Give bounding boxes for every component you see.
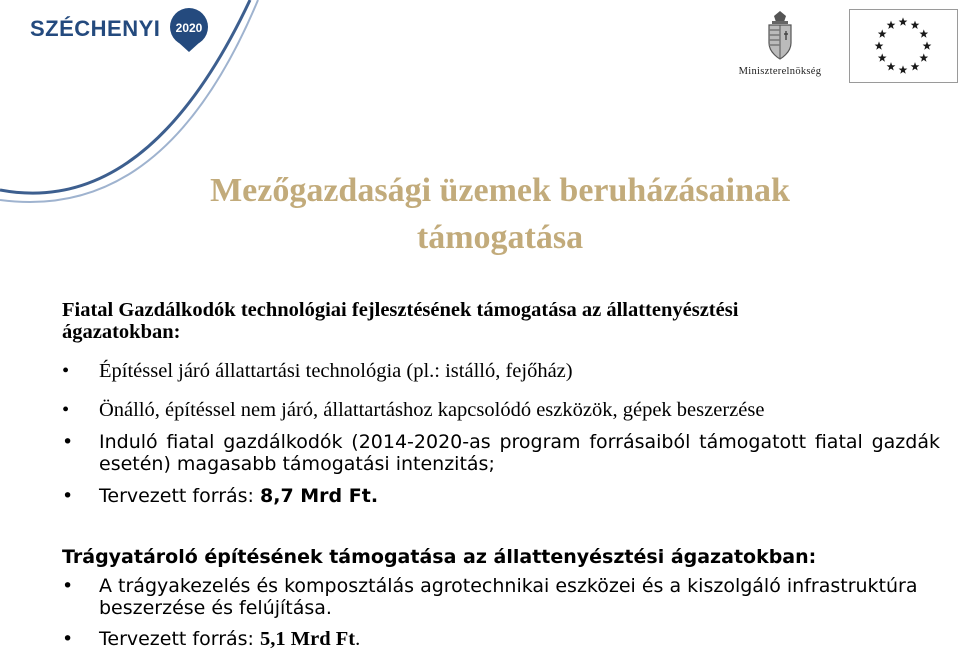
page-title-line2: támogatása <box>416 219 584 256</box>
eu-flag-icon <box>850 10 957 82</box>
section1-heading-line2: ágazatokban: <box>62 321 181 343</box>
section1-heading-line1: Fiatal Gazdálkodók technológiai fejlesztésének támogatása az állattenyésztési <box>62 299 739 321</box>
planned-funding-label: Tervezett forrás: <box>99 485 260 507</box>
eu-star-icon <box>878 53 887 61</box>
eu-flag <box>849 9 958 83</box>
bullet-text: A trágyakezelés és komposztálás agrotechnikai eszközei és a kiszolgáló infrastruktúra beszerzése és felújítása. <box>99 575 918 619</box>
list-item <box>62 360 942 382</box>
end-period: . <box>355 628 361 650</box>
ministry-label: Miniszterelnökség <box>738 66 822 77</box>
bullet-icon: • <box>62 360 70 382</box>
bullet-text <box>99 485 942 507</box>
eu-star-icon <box>875 41 884 49</box>
section1-heading <box>62 299 922 343</box>
section2-heading: Trágyatároló építésének támogatása az állattenyésztési ágazatokban: <box>62 546 817 568</box>
list-item <box>62 485 942 507</box>
page-title-line1: Mezőgazdasági üzemek beruházásainak <box>210 172 790 209</box>
list-item <box>62 628 942 650</box>
planned-funding-amount: 8,7 Mrd Ft. <box>260 485 379 507</box>
eu-star-icon <box>911 21 920 29</box>
planned-funding-label: Tervezett forrás: <box>99 628 260 650</box>
bullet-text: Építéssel járó állattartási technológia (pl.: istálló, fejőház) <box>99 360 573 382</box>
list-item <box>62 399 942 421</box>
bullet-icon: • <box>62 628 74 650</box>
page-title <box>0 167 960 261</box>
szechenyi-2020-logo-icon <box>166 6 212 52</box>
hungarian-coat-of-arms-icon <box>763 10 797 62</box>
szechenyi-logo-text: SZÉCHENYI <box>30 16 161 41</box>
eu-star-icon <box>899 65 908 73</box>
eu-star-icon <box>919 53 928 61</box>
szechenyi-2020-logo <box>30 12 212 46</box>
eu-star-icon <box>911 62 920 70</box>
bullet-icon: • <box>62 485 74 507</box>
eu-star-icon <box>887 62 896 70</box>
eu-star-icon <box>878 29 887 37</box>
bullet-icon: • <box>62 575 74 597</box>
list-item <box>62 431 940 475</box>
eu-star-icon <box>923 41 932 49</box>
bullet-text: Induló fiatal gazdálkodók (2014-2020-as program forrásaiból támogatott fiatal gazdák esetén) magasabb támogatási intenzitás; <box>99 431 940 475</box>
bullet-text: Önálló, építéssel nem járó, állattartáshoz kapcsolódó eszközök, gépek beszerzése <box>99 399 765 421</box>
ministry-logo <box>727 10 833 77</box>
eu-star-icon <box>887 21 896 29</box>
eu-star-icon <box>899 17 908 25</box>
szechenyi-year-text: 2020 <box>176 21 203 35</box>
planned-funding-amount: 5,1 Mrd Ft <box>260 628 356 650</box>
bullet-text <box>99 628 942 650</box>
bullet-icon: • <box>62 431 74 453</box>
bullet-icon: • <box>62 399 70 421</box>
eu-star-icon <box>919 29 928 37</box>
list-item <box>62 575 942 619</box>
